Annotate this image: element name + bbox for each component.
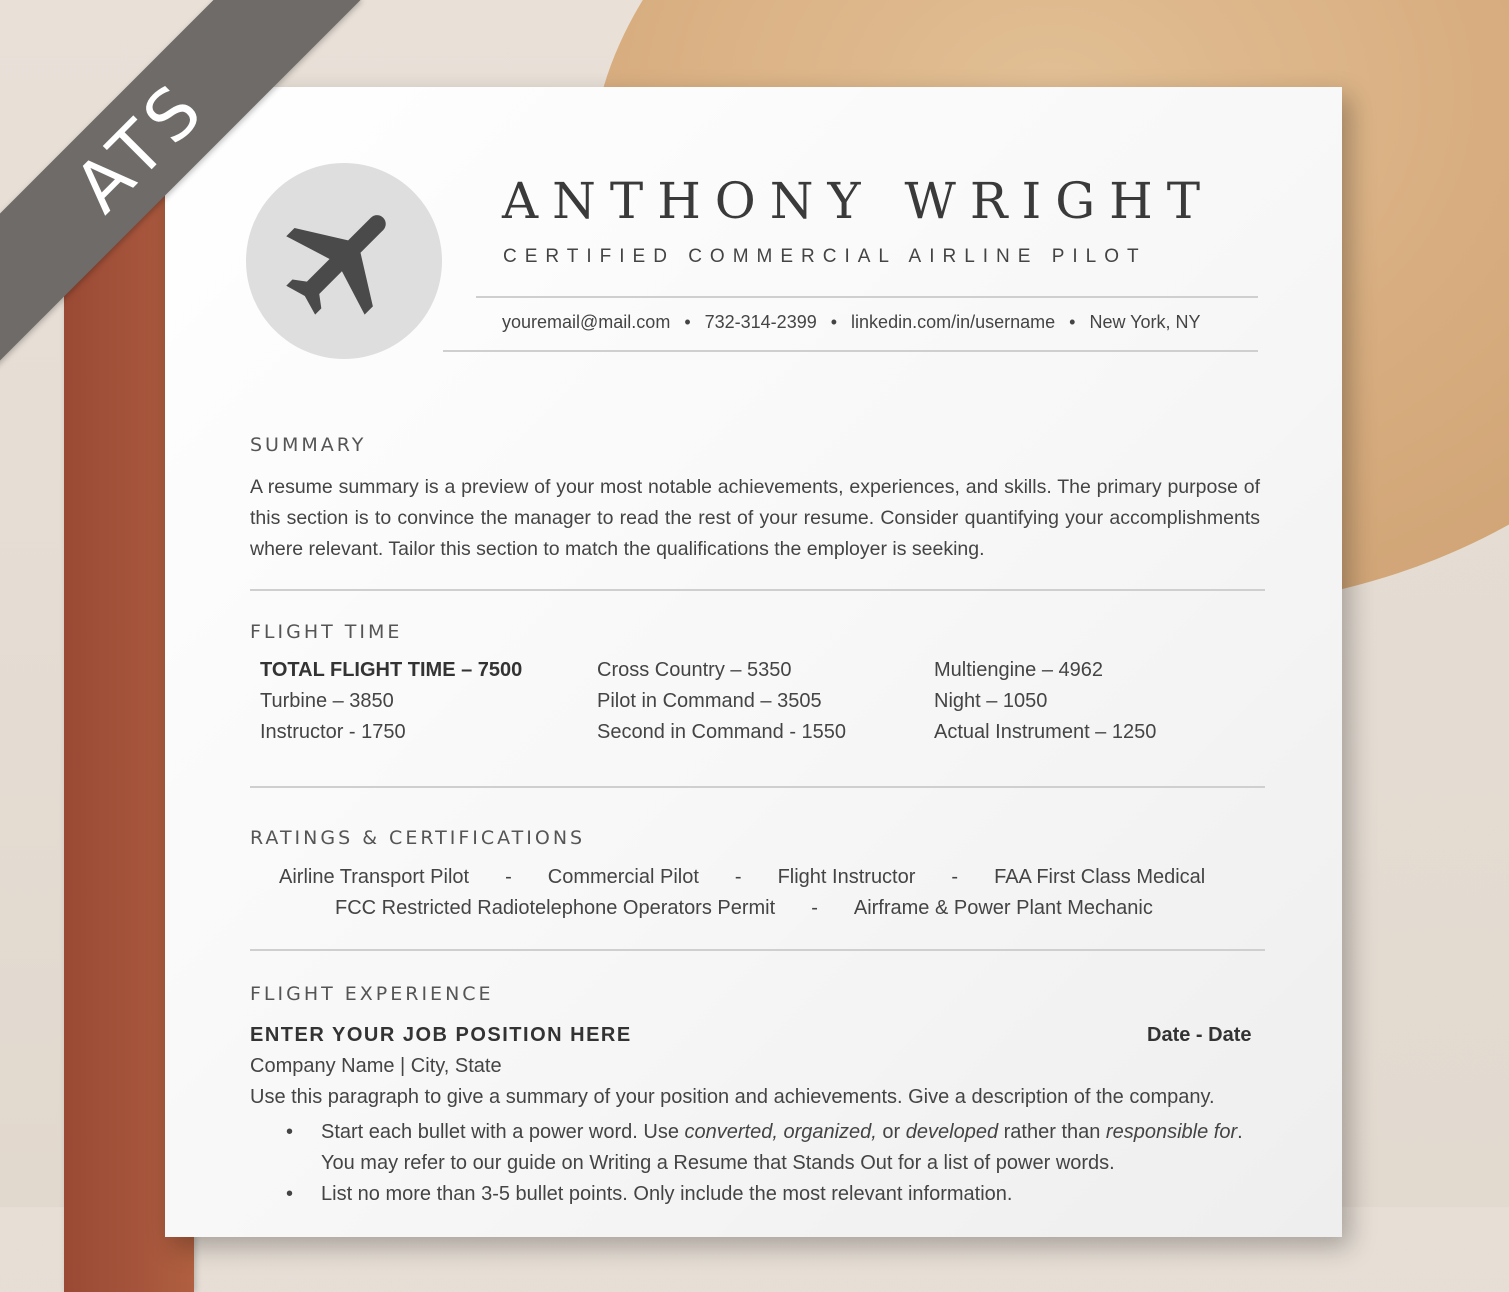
flight-time-item: Instructor - 1750 [260,721,406,743]
certification-separator: - [951,866,959,888]
bullet-text: You may refer to our guide on Writing a Resume that Stands Out for a list of power words. [321,1152,1115,1174]
experience-heading: FLIGHT EXPERIENCE [250,983,494,1005]
avatar [246,163,442,359]
job-description: Use this paragraph to give a summary of your position and achievements. Give a description of the company. [250,1086,1215,1108]
certification-item: Airframe & Power Plant Mechanic [853,897,1153,919]
flight-time-heading: FLIGHT TIME [250,621,403,643]
bullet-emphasis: responsible for [1105,1121,1238,1143]
certification-item: Commercial Pilot [547,866,699,888]
contact-separator: • [830,312,838,332]
ats-badge-label: ATS [58,65,222,229]
job-title: ENTER YOUR JOB POSITION HERE [250,1024,632,1046]
certification-item: Airline Transport Pilot [279,866,470,888]
candidate-name: ANTHONY WRIGHT [502,172,1215,230]
certification-separator: - [734,866,742,888]
certifications-heading: RATINGS & CERTIFICATIONS [250,827,586,849]
contact-separator: • [1069,312,1076,332]
summary-text: A resume summary is a preview of your most notable achievements, experiences, and skills. The primary purpose of this section is to convince the manager to read the rest of your resume. Consider quantifying your accomplishments where relevant. Tailor this section to match the qualifications the employer is seeking. [250,476,1260,560]
flight-time-item: Turbine – 3850 [260,690,394,712]
flight-time-item: Second in Command - 1550 [597,721,847,743]
list-item [250,1117,1265,1179]
experience-bullets [250,1117,1265,1210]
bullet-text: or [876,1121,906,1143]
certification-item: FAA First Class Medical [994,866,1206,888]
divider [250,786,1265,788]
summary-heading: SUMMARY [250,434,367,456]
divider [250,589,1265,591]
flight-time-item: Cross Country – 5350 [597,659,792,681]
bullet-text: . [1237,1121,1243,1143]
certification-item: Flight Instructor [777,866,916,888]
divider [250,949,1265,951]
flight-time-total: TOTAL FLIGHT TIME – 7500 [260,659,523,681]
certification-item: FCC Restricted Radiotelephone Operators Permit [335,897,776,919]
divider [476,296,1258,298]
certifications-row [335,897,1153,920]
contact-location: New York, NY [1089,312,1201,332]
certification-separator: - [505,866,512,888]
divider [443,350,1258,352]
flight-time-item: Pilot in Command – 3505 [597,690,822,712]
candidate-title: CERTIFIED COMMERCIAL AIRLINE PILOT [503,246,1147,267]
company-line: Company Name | City, State [250,1055,502,1077]
certifications-row [279,866,1205,889]
bullet-text: rather than [998,1121,1106,1143]
flight-time-item: Multiengine – 4962 [934,659,1104,681]
contact-line [502,312,1201,333]
contact-linkedin[interactable]: linkedin.com/in/username [851,312,1056,332]
bullet-emphasis: converted, organized, [684,1121,877,1143]
flight-time-item: Actual Instrument – 1250 [934,721,1157,743]
airplane-icon [274,191,414,331]
flight-time-item: Night – 1050 [934,690,1048,712]
contact-phone[interactable]: 732-314-2399 [704,312,817,332]
bullet-text: Start each bullet with a power word. Use [321,1121,685,1143]
list-item: • List no more than 3-5 bullet points. Only include the most relevant information. [250,1179,1265,1210]
bullet-emphasis: developed [905,1121,999,1143]
contact-email[interactable]: youremail@mail.com [502,312,671,332]
certification-separator: - [811,897,818,919]
job-date: Date - Date [1147,1024,1252,1046]
contact-separator: • [684,312,691,332]
